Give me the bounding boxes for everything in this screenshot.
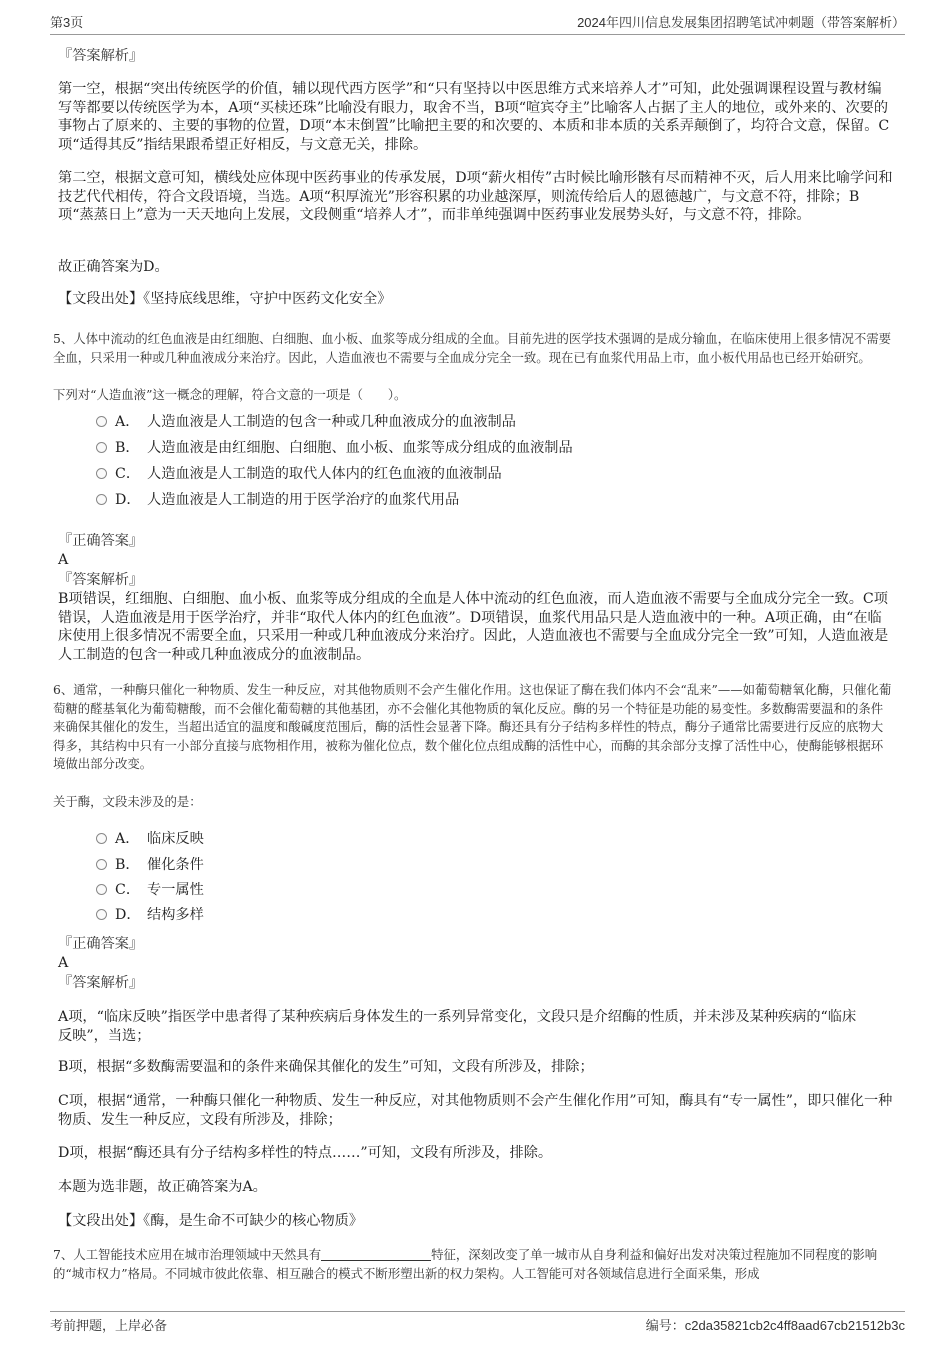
radio-icon[interactable]: [96, 494, 107, 505]
q4-source: 【文段出处】《坚持底线思维，守护中医药文化安全》: [58, 291, 392, 307]
q7-stem-start: 7、人工智能技术应用在城市治理领域中天然具有: [53, 1247, 322, 1262]
q6-option-a[interactable]: A． 临床反映: [96, 829, 204, 849]
q5-question: 下列对“人造血液”这一概念的理解，符合文意的一项是（ ）。: [53, 387, 407, 402]
q4-analysis-para1: 第一空，根据“突出传统医学的价值，辅以现代西方医学”和“只有坚持以中医思维方式来培养人才”可知，此处强调课程设置与教材编写等都要以传统医学为本，A项“买椟还珠”比喻没有眼力，取舍不当，B项“喧宾夺主”比喻客人占据了主人的地位，或外来的、次要的事物占了原来的、主要的事物的位置，D项“本末倒置”比喻把主要的和次要的、本质和非本质的关系弄颠倒了，均符合文意，保留。C项“适得其反”指结果跟希望正好相反，与文意无关，排除。: [58, 81, 890, 153]
q6-option-b[interactable]: B． 催化条件: [96, 855, 204, 875]
radio-icon[interactable]: [96, 442, 107, 453]
radio-icon[interactable]: [96, 909, 107, 920]
radio-icon[interactable]: [96, 833, 107, 844]
q5-analysis-label: 『答案解析』: [58, 572, 144, 588]
q7-stem-end: 特征，深刻改变了单一城市从自身利益和偏好出发对决策过程施加不同程度的影响的“城市权力”格局。不同城市彼此依靠、相互融合的模式不断形塑出新的权力架构。人工智能可对各领域信息进行全面采集，形成: [53, 1247, 878, 1281]
q6-question: 关于酶，文段未涉及的是：: [53, 794, 202, 809]
document-title: 2024年四川信息发展集团招聘笔试冲刺题（带答案解析）: [577, 15, 905, 30]
q5-answer-label: 『正确答案』: [58, 533, 144, 549]
q5-stem: 5、人体中流动的红色血液是由红细胞、白细胞、血小板、血浆等成分组成的全血。目前先进的医学技术强调的是成分输血，在临床使用上很多情况不需要全血，只采用一种或几种血液成分来治疗。因此，人造血液也不需要与全血成分完全一致。现在已有血浆代用品上市，血小板代用品也已经开始研究。: [53, 331, 892, 365]
q6-answer: A: [58, 955, 69, 971]
q6-analysis-a: A项，“临床反映”指医学中患者得了某种疾病后身体发生的一系列异常变化，文段只是介绍酶的性质，并未涉及某种疾病的“临床反映”，当选；: [58, 1009, 857, 1044]
q6-answer-label: 『正确答案』: [58, 936, 144, 952]
radio-icon[interactable]: [96, 884, 107, 895]
page-header: [50, 10, 905, 35]
radio-icon[interactable]: [96, 468, 107, 479]
q4-conclusion: 故正确答案为D。: [58, 259, 169, 275]
q6-conclusion: 本题为选非题，故正确答案为A。: [58, 1179, 267, 1195]
q5-option-b[interactable]: B． 人造血液是由红细胞、白细胞、血小板、血浆等成分组成的血液制品: [96, 438, 573, 458]
q6-option-d[interactable]: D． 结构多样: [96, 905, 204, 925]
q5-option-d[interactable]: D． 人造血液是人工制造的用于医学治疗的血浆代用品: [96, 490, 459, 510]
q4-analysis-label: 『答案解析』: [58, 48, 144, 64]
q6-stem: 6、通常，一种酶只催化一种物质、发生一种反应，对其他物质则不会产生催化作用。这也保证了酶在我们体内不会“乱来”——如葡萄糖氧化酶，只催化葡萄糖的醛基氧化为葡萄糖酸，而不会催化葡萄糖的其他基团，亦不会催化其他物质的氧化反应。酶的另一个特征是功能的易变性。多数酶需要温和的条件来确保其催化的发生，当超出适宜的温度和酸碱度范围后，酶的活性会显著下降。酶还具有分子结构多样性的特点，酶分子通常比需要进行反应的底物大得多，其结构中只有一小部分直接与底物相作用，被称为催化位点，数个催化位点组成酶的活性中心，而酶的其余部分支撑了活性中心，使酶能够根据环境做出部分改变。: [53, 682, 892, 771]
q6-analysis-d: D项，根据“酶还具有分子结构多样性的特点……”可知，文段有所涉及，排除。: [58, 1145, 553, 1161]
q7-stem: [53, 1246, 895, 1283]
q6-source: 【文段出处】《酶，是生命不可缺少的核心物质》: [58, 1213, 364, 1229]
q7-blank: [321, 1248, 431, 1261]
document-id: 编号：c2da35821cb2c4ff8aad67cb21512b3c: [645, 1318, 905, 1333]
q6-option-c[interactable]: C． 专一属性: [96, 880, 204, 900]
q6-analysis-c: C项，根据“通常，一种酶只催化一种物质、发生一种反应，对其他物质则不会产生催化作用”可知，酶具有“专一属性”，即只催化一种物质、发生一种反应，文段有所涉及，排除；: [58, 1093, 893, 1128]
radio-icon[interactable]: [96, 416, 107, 427]
q6-analysis-label: 『答案解析』: [58, 975, 144, 991]
page-footer: [50, 1311, 905, 1332]
q4-analysis-para2: 第二空，根据文意可知，横线处应体现中医药事业的传承发展，D项“薪火相传”古时候比喻形骸有尽而精神不灭，后人用来比喻学问和技艺代代相传，符合文段语境，当选。A项“积厚流光”形容积累的功业越深厚，则流传给后人的恩德越广，与文意不符，排除；B项“蒸蒸日上”意为一天天地向上发展，文段侧重“培养人才”，而非单纯强调中医药事业发展势头好，与文意不符，排除。: [58, 170, 893, 223]
q5-option-c[interactable]: C． 人造血液是人工制造的取代人体内的红色血液的血液制品: [96, 464, 502, 484]
q6-analysis-b: B项，根据“多数酶需要温和的条件来确保其催化的发生”可知，文段有所涉及，排除；: [58, 1059, 594, 1075]
footer-slogan: 考前押题，上岸必备: [50, 1318, 168, 1333]
q5-analysis: B项错误，红细胞、白细胞、血小板、血浆等成分组成的全血是人体中流动的红色血液，而人造血液不需要与全血成分完全一致。C项错误，人造血液是用于医学治疗，并非“取代人体内的红色血液”。D项错误，血浆代用品只是人造血液中的一种。A项正确，由“在临床使用上很多情况不需要全血，只采用一种或几种血液成分来治疗。因此，人造血液也不需要与全血成分完全一致”可知，人造血液是人工制造的包含一种或几种血液成分的血液制品。: [58, 591, 889, 663]
q5-option-a[interactable]: A． 人造血液是人工制造的包含一种或几种血液成分的血液制品: [96, 412, 516, 432]
radio-icon[interactable]: [96, 859, 107, 870]
q5-answer: A: [58, 552, 69, 568]
page-number: 第3页: [50, 15, 84, 30]
